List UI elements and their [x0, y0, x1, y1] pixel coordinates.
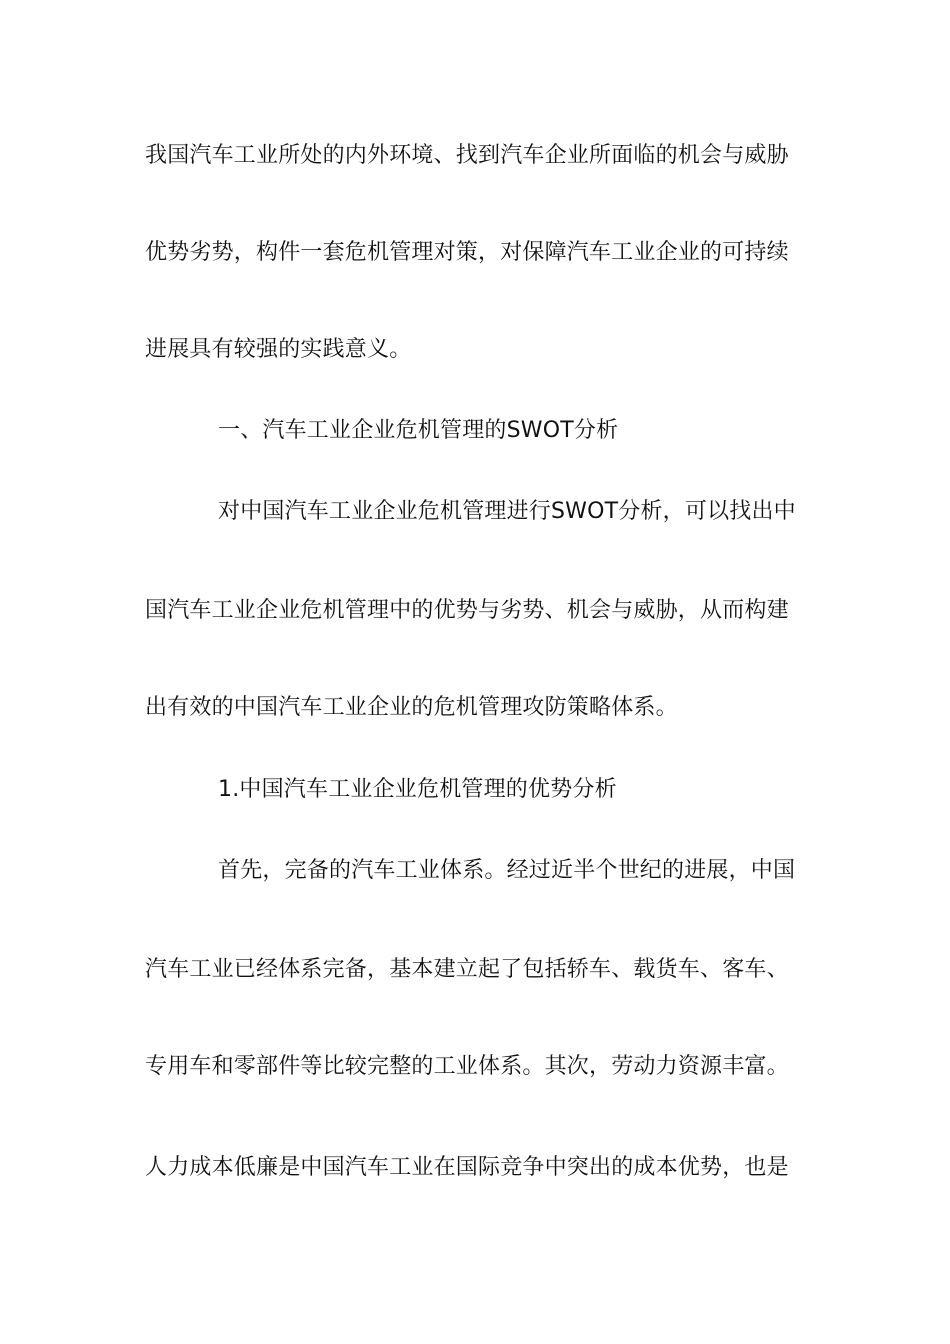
paragraph-line: 我国汽车工业所处的内外环境、找到汽车企业所面临的机会与威胁	[145, 143, 789, 168]
paragraph-line: 国汽车工业企业危机管理中的优势与劣势、机会与威胁，从而构建	[145, 598, 789, 623]
paragraph-line: 专用车和零部件等比较完整的工业体系。其次，劳动力资源丰富。	[145, 1054, 789, 1079]
paragraph-line: 对中国汽车工业企业危机管理进行SWOT分析，可以找出中	[218, 499, 796, 524]
paragraph-line: 首先，完备的汽车工业体系。经过近半个世纪的进展，中国	[218, 858, 796, 883]
paragraph-line: 优势劣势，构件一套危机管理对策，对保障汽车工业企业的可持续	[145, 240, 789, 265]
subsection-heading: 1.中国汽车工业企业危机管理的优势分析	[218, 777, 617, 802]
paragraph-line: 进展具有较强的实践意义。	[145, 337, 412, 362]
paragraph-line: 人力成本低廉是中国汽车工业在国际竞争中突出的成本优势，也是	[145, 1155, 789, 1180]
section-heading: 一、汽车工业企业危机管理的SWOT分析	[218, 418, 619, 443]
paragraph-line: 汽车工业已经体系完备，基本建立起了包括轿车、载货车、客车、	[145, 957, 789, 982]
paragraph-line: 出有效的中国汽车工业企业的危机管理攻防策略体系。	[145, 695, 678, 720]
